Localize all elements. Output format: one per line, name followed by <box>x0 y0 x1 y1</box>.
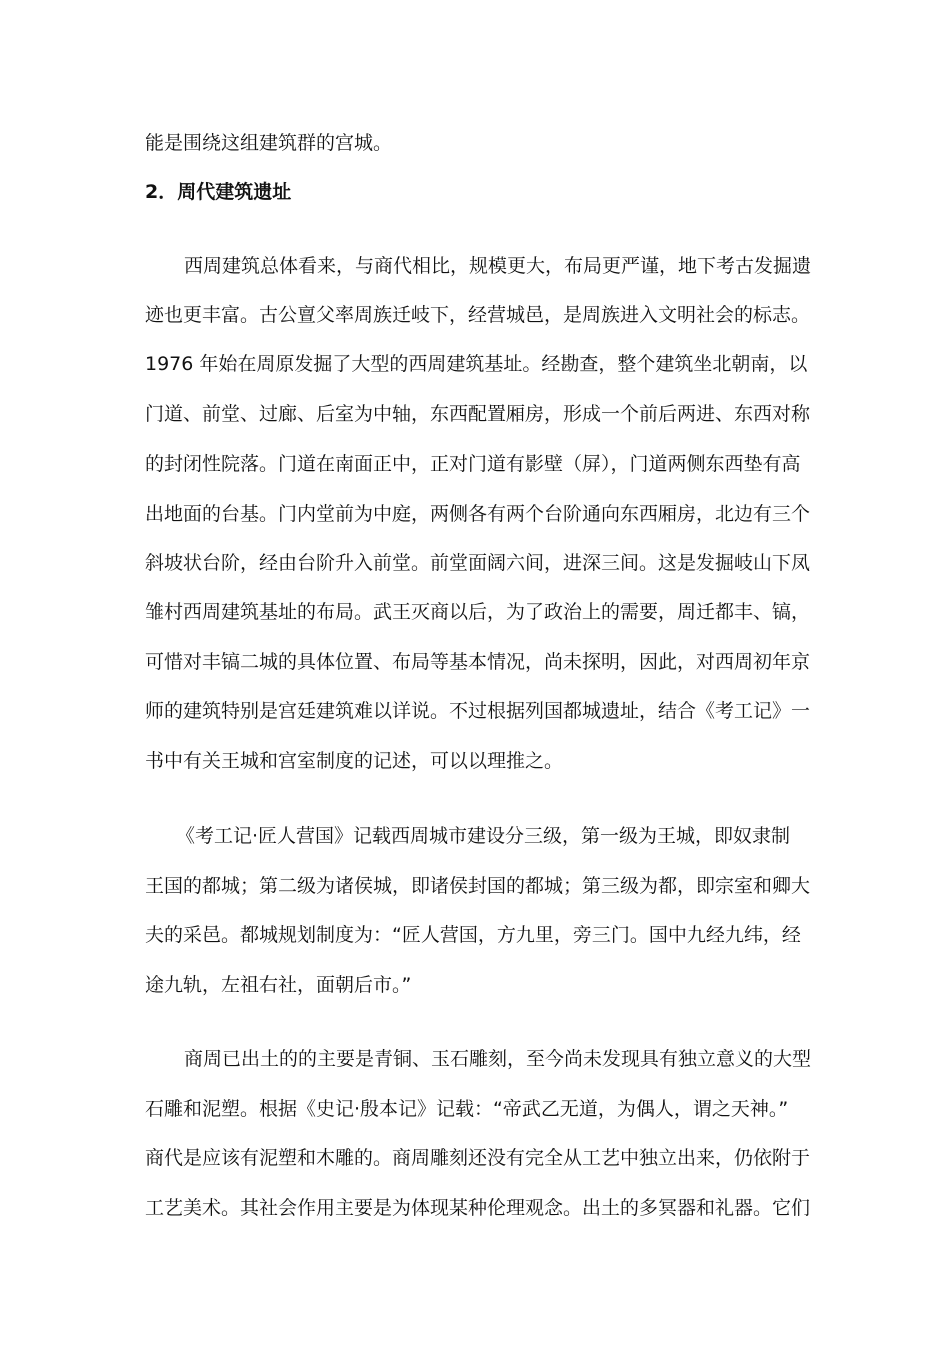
paragraph-line: 师的建筑特别是宫廷建筑难以详说。不过根据列国都城遗址，结合《考工记》一 <box>145 700 811 722</box>
paragraph-line: 书中有关王城和宫室制度的记述，可以以理推之。 <box>145 750 564 772</box>
paragraph-line: 《考工记·匠人营国》记载西周城市建设分三级，第一级为王城，即奴隶制 <box>176 825 791 847</box>
paragraph-line: 石雕和泥塑。根据《史记·殷本记》记载：“帝武乙无道，为偶人，谓之天神。” <box>145 1098 789 1120</box>
paragraph-line: 1976 年始在周原发掘了大型的西周建筑基址。经勘查，整个建筑坐北朝南，以 <box>145 353 808 375</box>
paragraph-line: 门道、前堂、过廊、后室为中轴，东西配置厢房，形成一个前后两进、东西对称 <box>145 403 811 425</box>
paragraph-line: 王国的都城；第二级为诸侯城，即诸侯封国的都城；第三级为都，即宗室和卿大 <box>145 875 811 897</box>
paragraph-line: 出地面的台基。门内堂前为中庭，两侧各有两个台阶通向东西厢房，北边有三个 <box>145 503 811 525</box>
paragraph-line: 斜坡状台阶，经由台阶升入前堂。前堂面阔六间，进深三间。这是发掘岐山下凤 <box>145 552 811 574</box>
paragraph-line: 夫的采邑。都城规划制度为：“匠人营国，方九里，旁三门。国中九经九纬，经 <box>145 924 801 946</box>
paragraph-line: 的封闭性院落。门道在南面正中，正对门道有影壁（屏），门道两侧东西垫有高 <box>145 453 801 475</box>
paragraph-line: 途九轨，左祖右社，面朝后市。” <box>145 974 412 996</box>
section-heading: 2．周代建筑遗址 <box>145 181 292 203</box>
paragraph-line: 工艺美术。其社会作用主要是为体现某种伦理观念。出土的多冥器和礼器。它们 <box>145 1197 811 1219</box>
continuation-text: 能是围绕这组建筑群的宫城。 <box>145 132 393 154</box>
paragraph-line: 商周已出土的的主要是青铜、玉石雕刻，至今尚未发现具有独立意义的大型 <box>184 1048 812 1070</box>
paragraph-line: 迹也更丰富。古公亶父率周族迁岐下，经营城邑，是周族进入文明社会的标志。 <box>145 304 811 326</box>
paragraph-line: 雏村西周建筑基址的布局。武王灭商以后，为了政治上的需要，周迁都丰、镐， <box>145 601 811 623</box>
paragraph-line: 商代是应该有泥塑和木雕的。商周雕刻还没有完全从工艺中独立出来，仍依附于 <box>145 1147 811 1169</box>
paragraph-line: 可惜对丰镐二城的具体位置、布局等基本情况，尚未探明，因此，对西周初年京 <box>145 651 811 673</box>
paragraph-line: 西周建筑总体看来，与商代相比，规模更大，布局更严谨，地下考古发掘遗 <box>184 255 812 277</box>
